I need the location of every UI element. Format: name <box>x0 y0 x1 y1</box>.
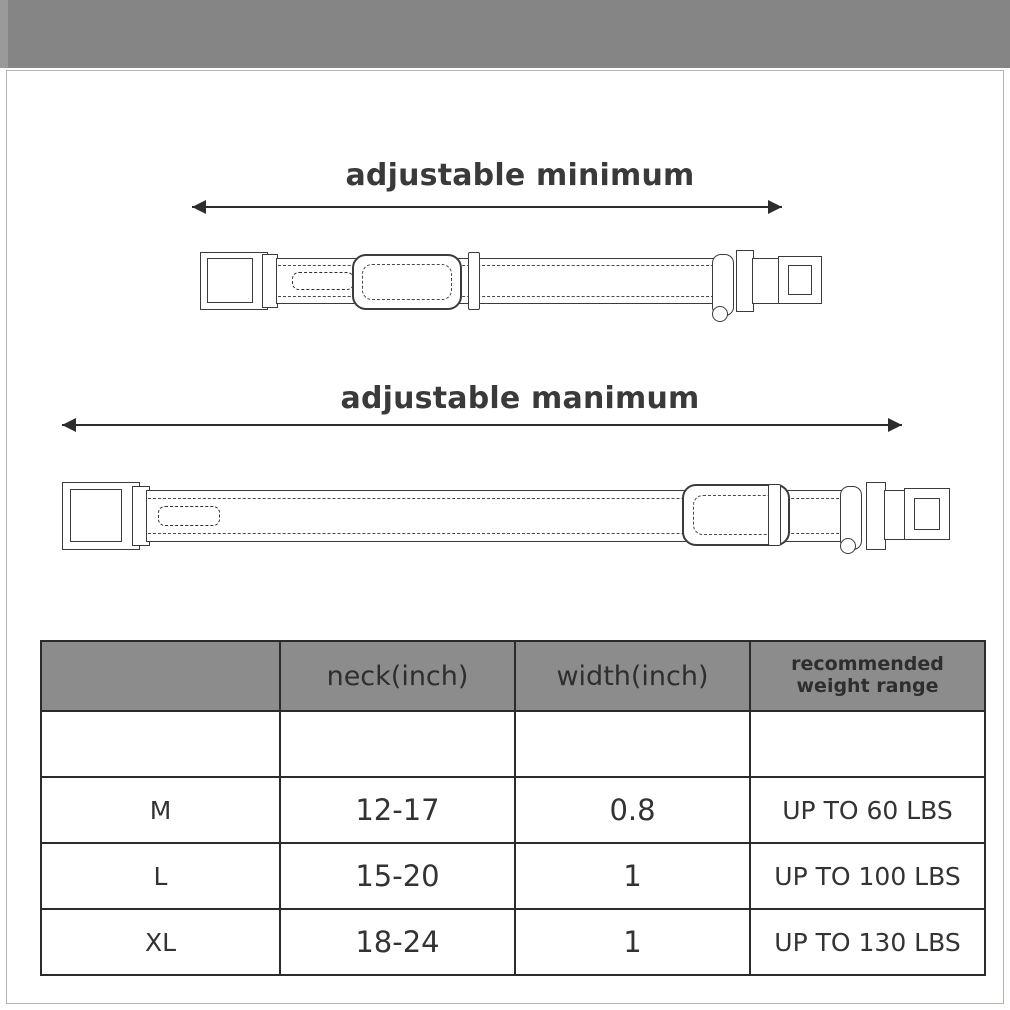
cell-width: 1 <box>515 843 750 909</box>
d-ring-inner <box>693 495 779 535</box>
d-ring <box>352 254 462 310</box>
tag-ring-icon <box>840 538 856 554</box>
adjust-slot <box>292 272 354 290</box>
table-row <box>41 909 985 975</box>
cell-weight: UP TO 60 LBS <box>750 777 985 843</box>
cell-neck: 15-20 <box>280 843 515 909</box>
arrow-line <box>192 206 782 208</box>
keeper-loop <box>768 484 781 546</box>
left-buckle-inner <box>207 258 253 303</box>
table-row <box>41 711 985 777</box>
arrow-line <box>62 424 902 426</box>
tag-ring-icon <box>712 306 728 322</box>
header-neck: neck(inch) <box>280 641 515 711</box>
table-row <box>41 777 985 843</box>
banner-left-notch <box>0 0 8 68</box>
arrow-head-right-icon <box>768 200 782 214</box>
header-weight-range <box>750 641 985 711</box>
cell-weight: UP TO 130 LBS <box>750 909 985 975</box>
cell-width <box>515 711 750 777</box>
cell-size: M <box>41 777 280 843</box>
cell-size <box>41 711 280 777</box>
maximum-measure-arrow <box>62 418 902 432</box>
right-buckle-inner <box>914 498 940 530</box>
right-strap-connector <box>884 490 906 540</box>
header-width: width(inch) <box>515 641 750 711</box>
top-banner <box>0 0 1010 68</box>
header-weight-line2: weight range <box>796 675 939 697</box>
arrow-head-left-icon <box>62 418 76 432</box>
left-buckle-inner <box>70 489 122 542</box>
adjust-slot <box>158 506 220 526</box>
right-strap-connector <box>752 258 780 304</box>
right-slider-bar <box>866 482 886 550</box>
cell-size: L <box>41 843 280 909</box>
minimum-measure-arrow <box>192 200 782 214</box>
header-size <box>41 641 280 711</box>
cell-width: 0.8 <box>515 777 750 843</box>
table-header-row <box>41 641 985 711</box>
cell-neck: 12-17 <box>280 777 515 843</box>
cell-neck: 18-24 <box>280 909 515 975</box>
size-chart-table <box>40 640 986 976</box>
adjustable-maximum-title: adjustable manimum <box>340 381 700 416</box>
cell-weight <box>750 711 985 777</box>
keeper-loop <box>468 252 480 310</box>
arrow-head-right-icon <box>888 418 902 432</box>
cell-size: XL <box>41 909 280 975</box>
cell-width: 1 <box>515 909 750 975</box>
header-weight-line1: recommended <box>791 653 944 676</box>
adjustable-minimum-title: adjustable minimum <box>345 158 695 193</box>
d-ring-inner <box>362 264 452 300</box>
cell-neck <box>280 711 515 777</box>
table-row <box>41 843 985 909</box>
arrow-head-left-icon <box>192 200 206 214</box>
cell-weight: UP TO 100 LBS <box>750 843 985 909</box>
right-buckle-inner <box>788 265 812 295</box>
